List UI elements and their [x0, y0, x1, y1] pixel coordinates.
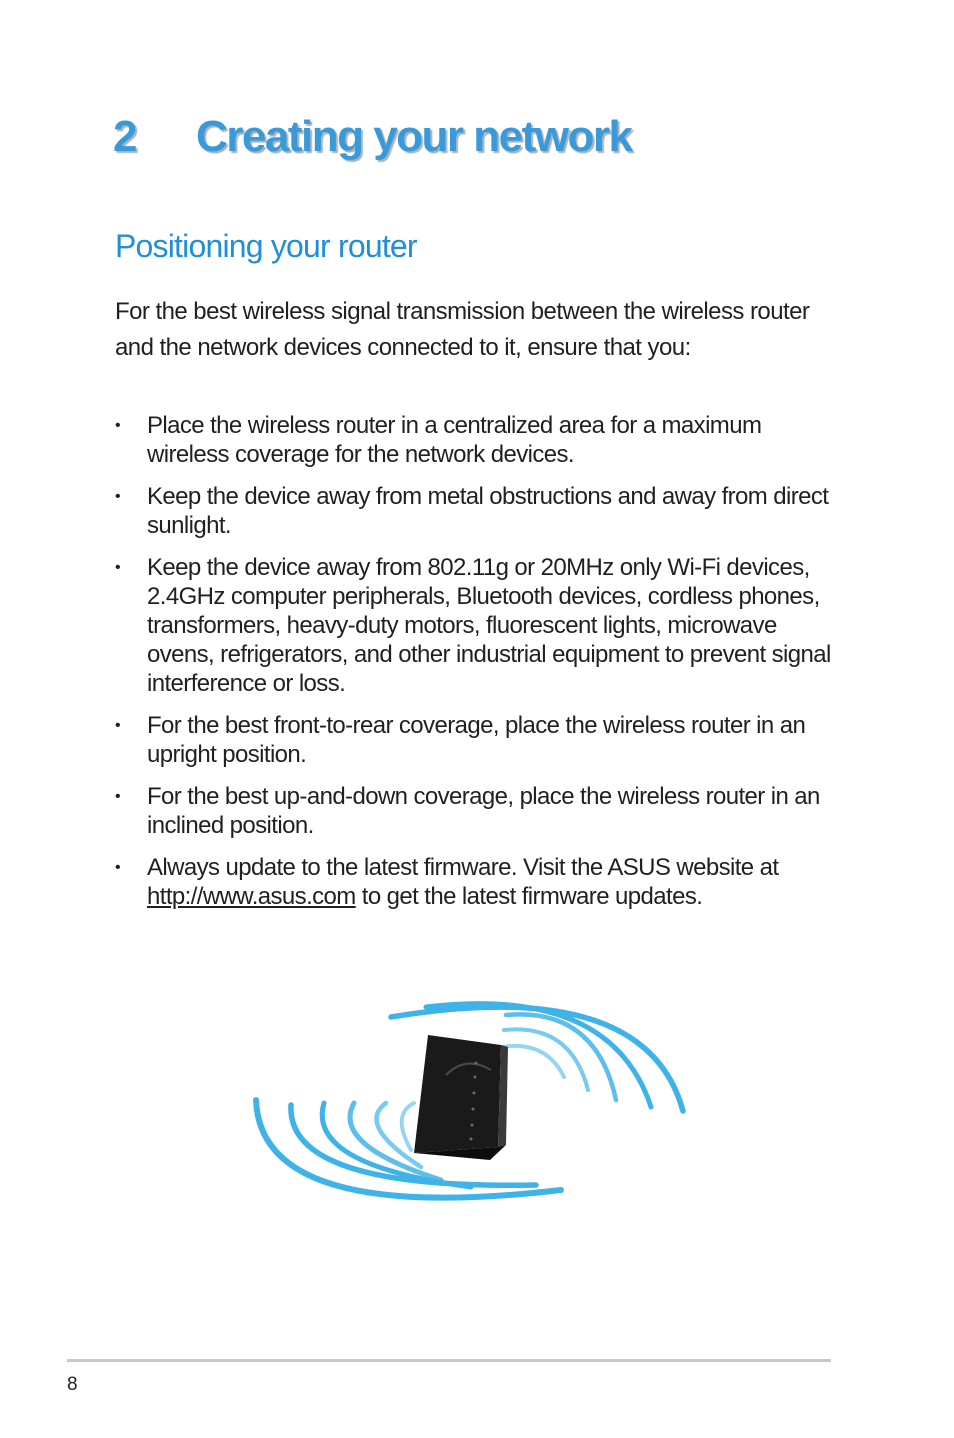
list-item-text: Keep the device away from metal obstructions and away from direct sunlight. [147, 483, 829, 539]
list-item-text: For the best up-and-down coverage, place the wireless router in an inclined position. [147, 783, 820, 839]
bullet-marker: • [115, 417, 121, 434]
list-item-text: Place the wireless router in a centralized area for a maximum wireless coverage for the network devices. [147, 412, 762, 468]
intro-paragraph: For the best wireless signal transmission between the wireless router and the network devices connected to it, ensure that you: [115, 298, 810, 361]
router-signal-icon [246, 995, 696, 1210]
tips-list [115, 411, 835, 924]
footer-divider [67, 1359, 831, 1362]
bullet-marker: • [115, 559, 121, 576]
list-item-text-suffix: to get the latest firmware updates. [361, 883, 703, 910]
section-heading: Positioning your router [115, 228, 417, 264]
chapter-number: 2 [113, 112, 136, 161]
bullet-marker: • [115, 859, 121, 876]
list-item [115, 711, 835, 769]
bullet-marker: • [115, 788, 121, 805]
router-body [414, 1035, 508, 1160]
page-number: 8 [67, 1374, 78, 1395]
list-item [115, 411, 835, 469]
list-item-text: Always update to the latest firmware. Visit the ASUS website at [147, 854, 779, 881]
asus-website-link[interactable]: http://www.asus.com [147, 883, 356, 910]
list-item [115, 482, 835, 540]
list-item [115, 782, 835, 840]
bullet-marker: • [115, 488, 121, 505]
list-item [115, 853, 835, 911]
chapter-title-text: Creating your network [196, 112, 632, 161]
bullet-marker: • [115, 717, 121, 734]
chapter-title [113, 112, 631, 162]
list-item-text: Keep the device away from 802.11g or 20MHz only Wi-Fi devices, 2.4GHz computer peripherals, Bluetooth devices, cordless phones, transformers, heavy-duty motors, fluorescent lights, microwave ovens, refrigerators, and other industrial equipment to prevent signal interference or loss. [147, 554, 831, 697]
list-item-text: For the best front-to-rear coverage, place the wireless router in an upright position. [147, 712, 806, 768]
list-item [115, 553, 835, 698]
